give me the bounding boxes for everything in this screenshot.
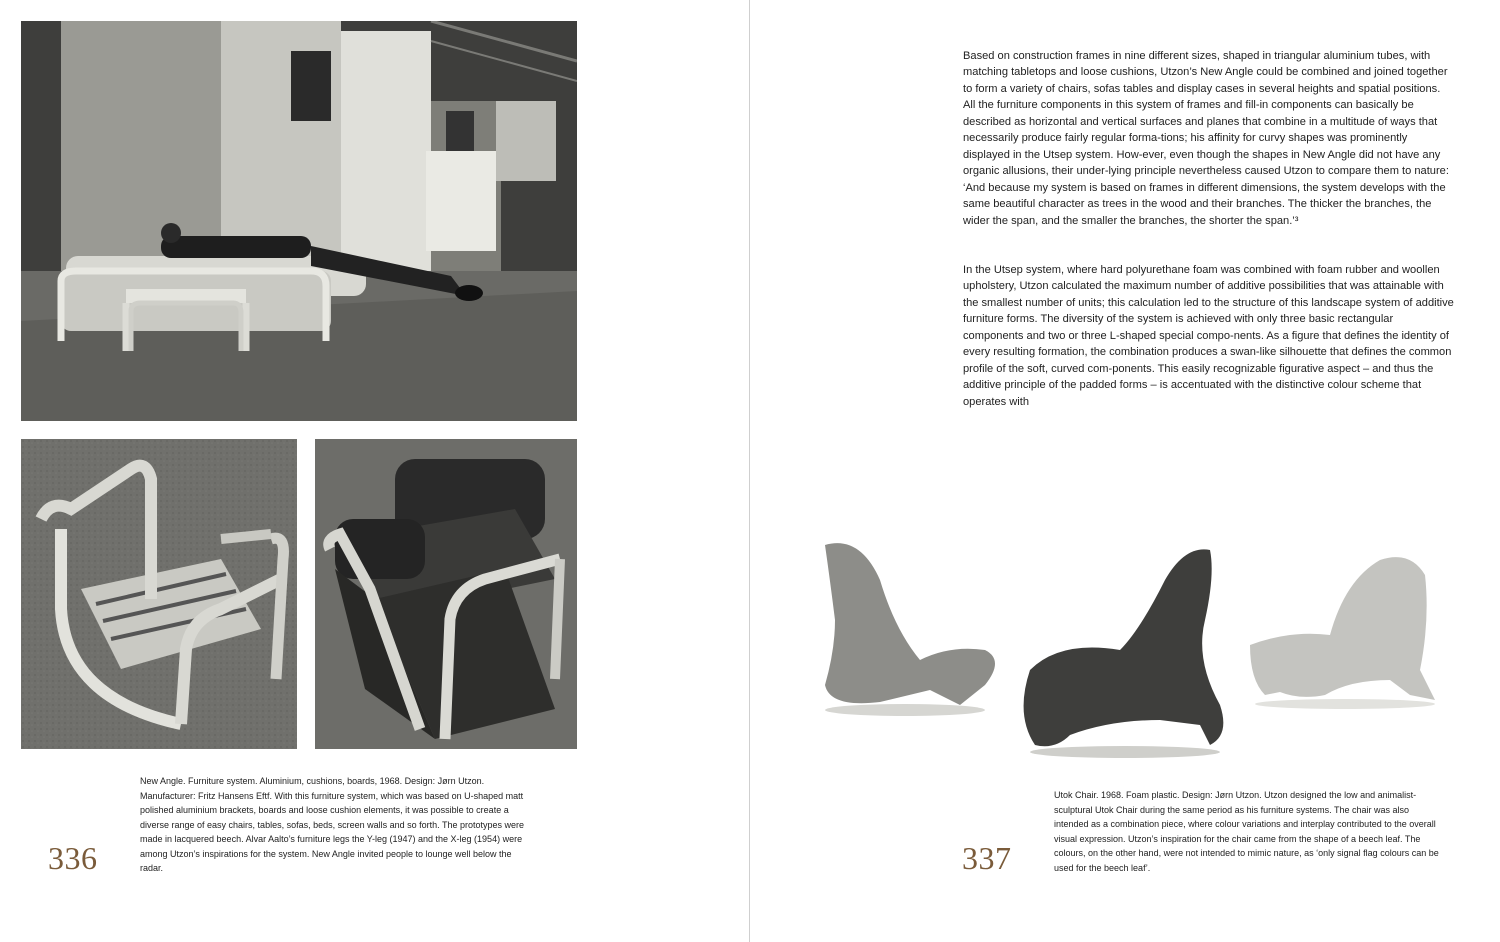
aluminium-chair-photo [21, 439, 297, 749]
body-paragraph-1 [963, 48, 1455, 229]
paragraph-text: In the Utsep system, where hard polyurethane foam was combined with foam rubber and woollen upholstery, Utzon calculated the maximum number of additive possibilities that was attainable with the smallest number of units; this calculation led to the structure of this landscape system of additive furniture forms. The diversity of the system is achieved with only three basic rectangular components and two or three L-shaped special compo-nents. As a figure that defines the identity of every resulting formation, the combination produces a swan-like silhouette that defines the common profile of the soft, curved com-ponents. This easily recognizable figurative aspect – and thus the additive principle of the padded forms – is accentuated with the distinctive colour scheme that operates with [963, 264, 1454, 408]
right-caption: Utok Chair. 1968. Foam plastic. Design: Jørn Utzon. Utzon designed the low and animalist-sculptural Utok Chair during the same period as his furniture systems. The chair was also intended as a combination piece, where colour variations and interplay contributed to the overall visual expression. Utzon’s inspiration for the chair came from the shape of a beech leaf. The colours, on the other hand, were not intended to mimic nature, as ‘only signal flag colours can be used for the beech leaf’. [1054, 790, 1439, 873]
lounge-photo [21, 21, 577, 421]
left-caption: New Angle. Furniture system. Aluminium, cushions, boards, 1968. Design: Jørn Utzon. Manufacturer: Fritz Hansens Eftf. With this furniture system, which was based on U-shaped matt polished aluminium brackets, boards and loose cushion elements, it was possible to create a diverse range of easy chairs, tables, sofas, beds, screen walls and so forth. The prototypes were made in lacquered beech. Alvar Aalto’s furniture legs the Y-leg (1947) and the X-leg (1954) were among Utzon’s inspirations for the system. New Angle invited people to lounge well below the radar. [140, 776, 525, 873]
utok-chairs-photo [810, 520, 1460, 760]
page-number-left: 336 [48, 840, 98, 876]
paragraph-text: Based on construction frames in nine different sizes, shaped in triangular aluminium tubes, with matching tabletops and loose cushions, Utzon’s New Angle could be combined and joined together to form a variety of chairs, sofas tables and display cases in several heights and spatial positions. All the furniture components in this system of frames and fill-in components can basically be described as horizontal and vertical surfaces and planes that combine in a multitude of ways that necessarily produce fairly regular forma-tions; his affinity for curvy shapes was prominently displayed in the Utsep system. How-ever, even though the shapes in New Angle did not have any organic allusions, their under-lying principle nevertheless caused Utzon to compare them to nature: ‘And because my system is based on frames in different dimensions, the system develops with the same beautiful character as trees in the wood and their branches. The thicker the branches, the wider the span, and the smaller the branches, the shorter the span.’³ [963, 50, 1449, 227]
cushion-chair-photo [315, 439, 577, 749]
left-page [0, 0, 749, 942]
body-paragraph-2 [963, 262, 1455, 410]
page-number-right: 337 [962, 840, 1012, 876]
